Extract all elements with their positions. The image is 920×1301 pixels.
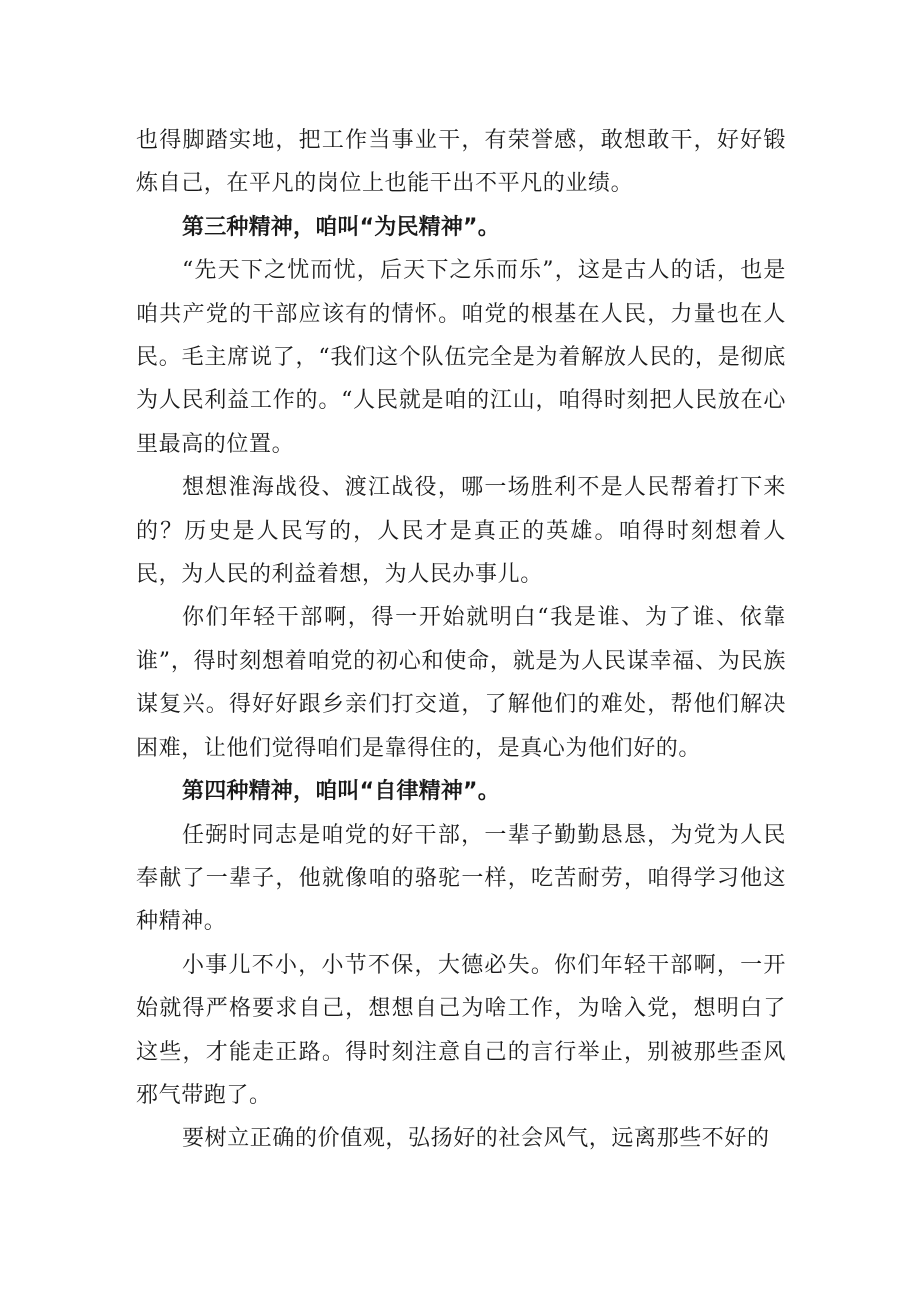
paragraph-continued: 也得脚踏实地，把工作当事业干，有荣誉感，敢想敢干，好好锻炼自己，在平凡的岗位上也能干出不平凡的业绩。	[136, 128, 786, 197]
paragraph: “先天下之忧而忧，后天下之乐而乐”，这是古人的话，也是咱共产党的干部应该有的情怀。咱党的根基在人民，力量也在人民。毛主席说了，“我们这个队伍完全是为着解放人民的，是彻底为人民利益工作的。“人民就是咱的江山，咱得时刻把人民放在心里最高的位置。	[136, 258, 786, 457]
document-body	[136, 119, 786, 1161]
paragraph: 想想淮海战役、渡江战役，哪一场胜利不是人民帮着打下来的？历史是人民写的，人民才是真正的英雄。咱得时刻想着人民，为人民的利益着想，为人民办事儿。	[136, 475, 786, 588]
paragraph: 任弼时同志是咱党的好干部，一辈子勤勤恳恳，为党为人民奉献了一辈子，他就像咱的骆驼一样，吃苦耐劳，咱得学习他这种精神。	[136, 822, 786, 935]
section-heading-third-spirit: 第三种精神，咱叫“为民精神”。	[182, 214, 500, 240]
paragraph: 小事儿不小，小节不保，大德必失。你们年轻干部啊，一开始就得严格要求自己，想想自己为啥工作，为啥入党，想明白了这些，才能走正路。得时刻注意自己的言行举止，别被那些歪风邪气带跑了。	[136, 952, 786, 1108]
paragraph: 你们年轻干部啊，得一开始就明白“我是谁、为了谁、依靠谁”，得时刻想着咱党的初心和使命，就是为人民谋幸福、为民族谋复兴。得好好跟乡亲们打交道，了解他们的难处，帮他们解决困难，让他们觉得咱们是靠得住的，是真心为他们好的。	[136, 605, 786, 761]
section-heading-fourth-spirit: 第四种精神，咱叫“自律精神”。	[182, 779, 500, 805]
paragraph: 要树立正确的价值观，弘扬好的社会风气，远离那些不好的	[182, 1126, 770, 1152]
